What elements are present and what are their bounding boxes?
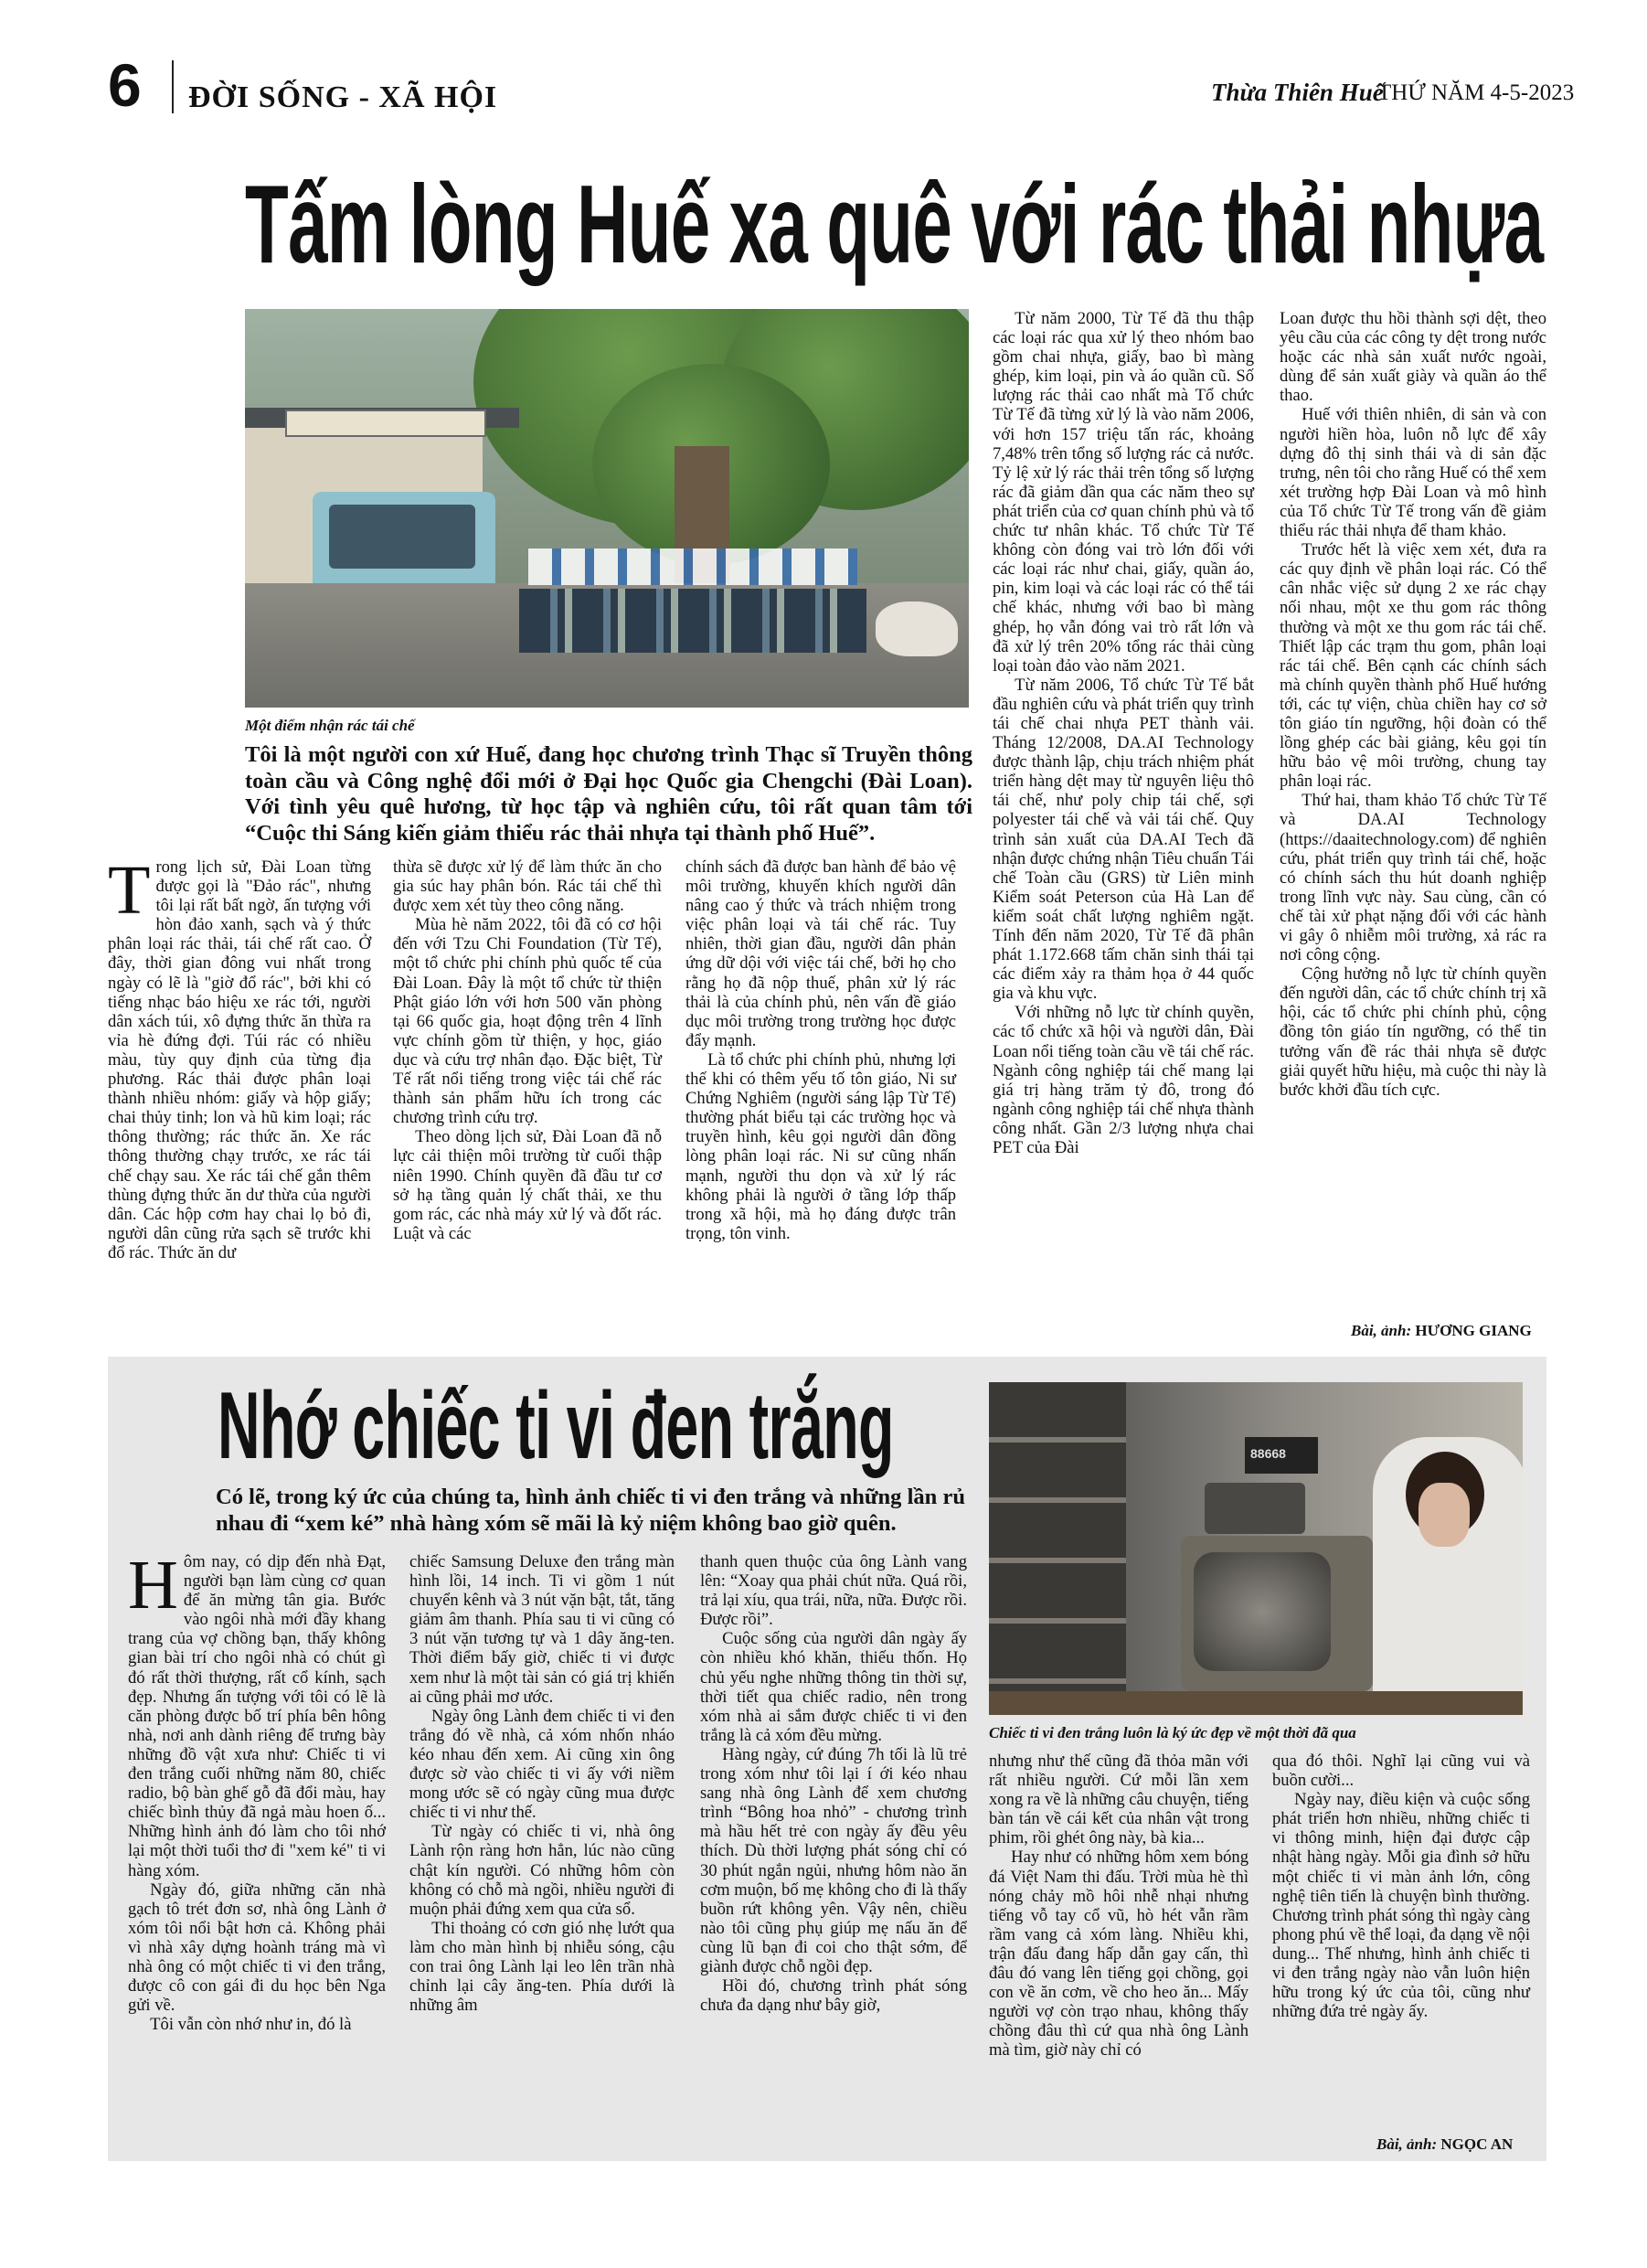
- header-divider: [172, 60, 174, 113]
- article2-column-1: [128, 1547, 386, 2035]
- paragraph: Mùa hè năm 2022, tôi đã có cơ hội đến với Tzu Chi Foundation (Từ Tế), một tổ chức phi chính phủ quốc tế của Đài Loan. Đây là một tổ chức từ thiện Phật giáo lớn với hơn 500 văn phòng tại 66 quốc gia, hoạt động trên 4 lĩnh vực chính gồm từ thiện, y học, giáo dục và cứu trợ nhân đạo. Đặc biệt, Từ Tế rất nổi tiếng trong việc tái chế rác thành sản phẩm hữu ích trong các chương trình cứu trợ.: [393, 915, 662, 1128]
- article2-column-5: [1272, 1752, 1530, 2021]
- paragraph: qua đó thôi. Nghĩ lại cũng vui và buồn cười...: [1272, 1752, 1530, 1791]
- paragraph: Hay như có những hôm xem bóng đá Việt Nam thi đấu. Trời mùa hè thì nóng chảy mồ hôi nhễ nhại nhưng tiếng vỗ tay cổ vũ, hò hét vẫn rầm rầm vang cả xóm làng. Nhiều khi, trận đấu đang hấp dẫn gay cấn, thì đâu đó vang lên tiếng gọi chồng, gọi con về ăn cơm, về cho heo ăn... Mấy người vợ còn trạo nhau, không thấy chồng đâu thì cứ qua nhà ông Lành mà tìm, giờ này chỉ có: [989, 1847, 1249, 2060]
- article1-photo: [245, 309, 969, 708]
- drop-cap: T: [108, 852, 151, 929]
- article1-column-3: [685, 857, 956, 1243]
- paragraph: chính sách đã được ban hành để bảo vệ môi trường, khuyến khích người dân nâng cao ý thức và trách nhiệm trong việc phân loại và tái chế rác. Tuy nhiên, thời gian đầu, người dân phản ứng dữ dội với việc tái chế, bởi họ cho rằng họ đã nộp thuế, phân xử lý rác thải là của chính phủ, nên vấn đề giáo dục môi trường trong trường học được đẩy mạnh.: [685, 857, 956, 1050]
- article2-photo-caption: Chiếc ti vi đen trắng luôn là ký ức đẹp về một thời đã qua: [989, 1724, 1356, 1741]
- paragraph: Với những nỗ lực từ chính quyền, các tổ chức xã hội và người dân, Đài Loan nổi tiếng toàn cầu về tái chế rác. Ngành công nghiệp tái chế mang lại giá trị hàng trăm tỷ đô, trong đó ngành công nghiệp tái chế nhựa thành công nhất. Gần 2/3 lượng nhựa chai PET của Đài: [993, 1003, 1254, 1158]
- page-number: 6: [108, 51, 142, 119]
- paragraph: ôm nay, có dịp đến nhà Đạt, người bạn làm cùng cơ quan để ăn mừng tân gia. Bước vào ngôi nhà mới đầy khang trang của vợ chồng bạn, thấy không gian bài trí cho ngôi nhà có chút gì đó rất thời thượng, rất cổ kính, sạch đẹp. Nhưng ấn tượng với tôi có lẽ là căn phòng được bố trí phía bên hông nhà, nơi anh dành riêng để trưng bày những đồ vật xưa như: Chiếc ti vi đen trắng cuối những năm 80, chiếc radio, bộ bàn ghế gỗ đã đổi màu, hay chiếc bình thủy đã ngả màu hoen ố... Những hình ảnh đó làm cho tôi nhớ lại một thời tuổi thơ đi "xem ké" ti vi hàng xóm.: [128, 1552, 386, 1880]
- paragraph: Là tổ chức phi chính phủ, nhưng lợi thế khi có thêm yếu tố tôn giáo, Ni sư Chứng Nghiêm (người sáng lập Từ Tế) thường phát biểu tại các trường học và truyền hình, kêu gọi người dân đồng lòng phân loại rác. Ni sư cũng nhấn mạnh, người thu dọn và xử lý rác không phải là người ở tầng lớp thấp trong xã hội, mà họ đáng được trân trọng, tôn vinh.: [685, 1049, 956, 1243]
- signature-prefix: Bài, ảnh:: [1376, 2135, 1438, 2153]
- publication-name: Thừa Thiên Huế: [1211, 79, 1384, 106]
- paragraph: Từ năm 2006, Tổ chức Từ Tế bắt đầu nghiên cứu và phát triển quy trình tái chế chai nhựa PET thành vải. Tháng 12/2008, DA.AI Technology được thành lập, chịu trách nhiệm phát triển hàng dệt may từ nguyên liệu thô tái chế, như poly chip tái chế, sợi polyester tái chế và vải tái chế. Quy trình sản xuất của DA.AI Tech đã nhận được chứng nhận Tiêu chuẩn Tái chế Toàn cầu (GRS) từ Liên minh Kiểm soát Peterson của Hà Lan để kiểm soát chất lượng nghiêm ngặt. Tính đến năm 2020, Từ Tế đã phân phát 1.172.668 tấm chăn sinh thái tại các điểm xảy ra thảm họa ở 44 quốc gia và khu vực.: [993, 675, 1254, 1004]
- paragraph: Huế với thiên nhiên, di sản và con người hiền hòa, luôn nỗ lực để xây dựng đô thị sinh thái và di sản đặc trưng, nên tôi cho rằng Huế có thể xem xét trường hợp Đài Loan và mô hình của Tổ chức Từ Tế trong vấn đề giảm thiểu rác thải nhựa để tham khảo.: [1280, 405, 1546, 541]
- paragraph: Từ ngày có chiếc ti vi, nhà ông Lành rộn ràng hơn hẳn, lúc nào cũng chật kín người. Có những hôm còn không có chỗ mà ngồi, nhiều người đi muộn phải đứng xem qua cửa sổ.: [409, 1822, 675, 1919]
- article1-column-1: [108, 852, 371, 1262]
- author-name: NGỌC AN: [1440, 2135, 1514, 2153]
- article1-title: Tấm lòng Huế xa quê với rác thải nhựa: [245, 162, 1544, 286]
- author-name: HƯƠNG GIANG: [1415, 1322, 1532, 1339]
- paragraph: Trước hết là việc xem xét, đưa ra các quy định về phân loại rác. Có thể cân nhắc việc sử dụng 2 xe rác chạy nối nhau, một xe thu gom rác thông thường và một xe thu gom rác tái chế. Thiết lập các trạm thu gom, phân loại rác tái chế. Bên cạnh các chính sách mà chính quyền thành phố Huế hướng tới, các tự viện, chùa chiền hay cơ sở tôn giáo tín ngưỡng, hội đoàn có thể lồng ghép các bài giảng, kêu gọi tín hữu bảo vệ môi trường, chung tay phân loại rác.: [1280, 540, 1546, 792]
- paragraph: nhưng như thế cũng đã thỏa mãn với rất nhiều người. Cứ mỗi lần xem xong ra về là những câu chuyện, tiếng bàn tán về cái kết của nhân vật trong phim, rồi ghét ông này, bà kia...: [989, 1752, 1249, 1848]
- article1-photo-caption: Một điểm nhận rác tái chế: [245, 717, 415, 734]
- article2-signature: [1376, 2135, 1513, 2154]
- paragraph: Thi thoảng có cơn gió nhẹ lướt qua làm cho màn hình bị nhiễu sóng, cậu con trai ông Lành lại leo lên trần nhà chỉnh lại cây ăng-ten. Phía dưới là những âm: [409, 1918, 675, 2016]
- article2-photo: [989, 1382, 1523, 1715]
- paragraph: thừa sẽ được xử lý để làm thức ăn cho gia súc hay phân bón. Rác tái chế thì được xem xét tùy theo công năng.: [393, 857, 662, 916]
- article2-column-3: [700, 1552, 967, 2015]
- paragraph: chiếc Samsung Deluxe đen trắng màn hình lồi, 14 inch. Ti vi gồm 1 nút chuyển kênh và 3 nút vặn bật, tắt, tăng giảm âm thanh. Phía sau ti vi cũng có 3 nút vặn tương tự và 1 dây ăng-ten. Thời điểm bấy giờ, chiếc ti vi được xem như là một tài sản có giá trị khiến ai cũng phải mơ ước.: [409, 1552, 675, 1707]
- paragraph: Từ năm 2000, Từ Tế đã thu thập các loại rác qua xử lý theo nhóm bao gồm chai nhựa, giấy, bao bì màng ghép, kim loại, pin và áo quần cũ. Số lượng rác thải cao nhất mà Tổ chức Từ Tế đã từng xử lý là vào năm 2006, với hơn 157 triệu tấn rác, khoảng 7,48% trên tổng số lượng rác cả nước. Tỷ lệ xử lý rác thải trên tổng số lượng rác đã giảm dần qua các năm theo sự phát triển của cơ quan chính phủ và tổ chức tư nhân khác. Tổ chức Từ Tế không còn đóng vai trò lớn đối với các loại rác như chai, giấy, quần áo, pin, kim loại và các loại rác có thể tái chế khác, nhưng với bao bì màng ghép, họ vẫn đóng vai trò rất lớn và đã xử lý trên 20% tổng rác thải cùng loại toàn đảo vào năm 2021.: [993, 309, 1254, 676]
- issue-date: THỨ NĂM 4-5-2023: [1377, 80, 1575, 105]
- photo-wall-sign: 88668: [1250, 1446, 1286, 1461]
- signature-prefix: Bài, ảnh:: [1351, 1322, 1412, 1339]
- paragraph: thanh quen thuộc của ông Lành vang lên: “Xoay qua phải chút nữa. Quá rồi, trả lại xíu, qua trái, nữa, nữa. Được rồi. Được rồi”.: [700, 1552, 967, 1630]
- paragraph: Cộng hưởng nỗ lực từ chính quyền đến người dân, các tổ chức chính trị xã hội, các tổ chức phi chính phủ, cộng đồng tôn giáo tín ngưỡng, có thể tin tưởng vấn đề rác thải nhựa sẽ được giải quyết hữu hiệu, mà cuộc thi này là bước khởi đầu tích cực.: [1280, 964, 1546, 1100]
- article1-column-2: [393, 857, 662, 1243]
- article2-column-4: [989, 1752, 1249, 2060]
- article1-column-5: [1280, 309, 1546, 1100]
- article2-title: Nhớ chiếc ti vi đen trắng: [218, 1373, 894, 1479]
- section-name: ĐỜI SỐNG - XÃ HỘI: [188, 80, 498, 114]
- paragraph: Tôi vẫn còn nhớ như in, đó là: [150, 2015, 352, 2035]
- paragraph: Ngày ông Lành đem chiếc ti vi đen trắng đó về nhà, cả xóm nhốn nháo kéo nhau đến xem. Ai cũng xin ông được sờ vào chiếc ti vi ấy với niềm mong ước sẽ có ngày cũng mua được chiếc ti vi như thế.: [409, 1706, 675, 1823]
- paragraph: Ngày đó, giữa những căn nhà gạch tô trét đơn sơ, nhà ông Lành ở xóm tôi nổi bật hơn cả. Không phải vì nhà xây dựng hoành tráng mà vì nhà ông có một chiếc ti vi đen trắng, được cô con gái đi du học bên Nga gửi về.: [128, 1879, 386, 2016]
- paragraph: rong lịch sử, Đài Loan từng được gọi là "Đảo rác", nhưng tôi lại rất bất ngờ, ấn tượng với hòn đảo xanh, sạch và ý thức phân loại rác thải, tái chế rất cao. Ở đây, thời gian đông vui nhất trong ngày có lẽ là "giờ đổ rác", bởi khi có tiếng nhạc báo hiệu xe rác tới, người dân xách túi, xô đựng thức ăn thừa ra vỉa hè đứng đợi. Túi rác có nhiều màu, tùy quy định của từng địa phương. Rác thải được phân loại thành nhiều nhóm: giấy và hộp giấy; chai thủy tinh; lon và hũ kim loại; rác thông thường; rác thức ăn. Xe rác thông thường chạy trước, xe rác tái chế chạy sau. Xe rác tái chế gắn thêm thùng đựng thức ăn dư thừa của người dân. Các hộp cơm hay chai lọ bỏ đi, người dân cũng rửa sạch sẽ trước khi đổ rác. Thức ăn dư: [108, 857, 371, 1262]
- article1-signature: [1351, 1322, 1532, 1340]
- article1-column-4: [993, 309, 1254, 1157]
- drop-cap: H: [128, 1547, 178, 1624]
- paragraph: Hồi đó, chương trình phát sóng chưa đa dạng như bây giờ,: [700, 1976, 967, 2016]
- article2-column-2: [409, 1552, 675, 2015]
- paragraph: Hàng ngày, cứ đúng 7h tối là lũ trẻ trong xóm như tôi lại í ới kéo nhau sang nhà ông Lành để xem chương trình “Bông hoa nhỏ” - chương trình mà hầu hết trẻ con ngày ấy đều yêu thích. Dù thời lượng phát sóng chỉ có 30 phút ngắn ngủi, nhưng hôm nào ăn cơm muộn, bố mẹ không cho đi là thấy buồn rứt không yên. Vậy nên, chiều nào tôi cũng phụ giúp mẹ nấu ăn để cùng lũ bạn đi coi cho thật sớm, để giành được chỗ ngồi đẹp.: [700, 1744, 967, 1976]
- article1-sapo: Tôi là một người con xứ Huế, đang học chương trình Thạc sĩ Truyền thông toàn cầu và Công nghệ đổi mới ở Đại học Quốc gia Chengchi (Đài Loan). Với tình yêu quê hương, từ học tập và nghiên cứu, tôi rất quan tâm tới “Cuộc thi Sáng kiến giảm thiểu rác thải nhựa tại thành phố Huế”.: [245, 742, 972, 846]
- article2-sapo: Có lẽ, trong ký ức của chúng ta, hình ảnh chiếc ti vi đen trắng và những lần rủ nhau đi “xem ké” nhà hàng xóm sẽ mãi là kỷ niệm không bao giờ quên.: [216, 1485, 965, 1536]
- paragraph: Ngày nay, điều kiện và cuộc sống phát triển hơn nhiều, những chiếc ti vi thông minh, hiện đại được cập nhật hàng ngày. Mỗi gia đình sở hữu một chiếc ti vi màn ảnh lớn, công nghệ tiên tiến là chuyện bình thường. Chương trình phát sóng thì ngày càng phong phú về thể loại, đa dạng về nội dung... Thế nhưng, hình ảnh chiếc ti vi đen trắng ngày nào vẫn luôn hiện hữu trong ký ức của tôi, cũng như những đứa trẻ ngày ấy.: [1272, 1790, 1530, 2022]
- paragraph: Theo dòng lịch sử, Đài Loan đã nỗ lực cải thiện môi trường từ cuối thập niên 1990. Chính quyền đã đầu tư cơ sở hạ tầng quản lý chất thải, xe thu gom rác, các nhà máy xử lý và đốt rác. Luật và các: [393, 1127, 662, 1243]
- paragraph: Loan được thu hồi thành sợi dệt, theo yêu cầu của các công ty dệt trong nước hoặc các nhà sản xuất nước ngoài, dùng để sản xuất giày và quần áo thể thao.: [1280, 309, 1546, 406]
- paragraph: Cuộc sống của người dân ngày ấy còn nhiều khó khăn, thiếu thốn. Họ chủ yếu nghe những thông tin thời sự, thời tiết qua chiếc radio, nên trong xóm nhà ai sắm được chiếc ti vi đen trắng là cả xóm đều mừng.: [700, 1629, 967, 1745]
- paragraph: Thứ hai, tham khảo Tổ chức Từ Tế và DA.AI Technology (https://daaitechnology.com) để nghiên cứu, phát triển quy trình tái chế, hoặc có chính sách thu hút doanh nghiệp trong lĩnh vực này. Sau cùng, cần có chế tài xử phạt nặng đối với các hành vi gây ô nhiễm môi trường, xả rác ra nơi công cộng.: [1280, 791, 1546, 965]
